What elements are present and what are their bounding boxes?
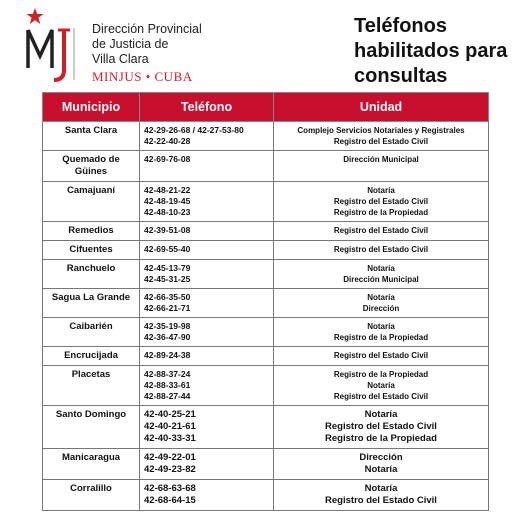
unidad-cell-line: Registro del Estado Civil <box>333 226 429 235</box>
municipio-cell-line: Cifuentes <box>69 244 113 255</box>
municipio-cell-line: Encrucijada <box>64 350 118 361</box>
unidad-cell-line: Notaría <box>364 464 398 475</box>
unidad-cell <box>274 480 489 511</box>
unidad-cell <box>274 318 489 347</box>
unidad-cell <box>274 449 489 480</box>
title-line-3: consultas <box>354 65 448 87</box>
telefono-cell-line: 42-48-10-23 <box>144 207 191 217</box>
page-title <box>354 14 524 89</box>
telefono-cell-line: 42-40-33-31 <box>144 433 196 444</box>
mj-monogram <box>28 30 52 68</box>
table-row <box>43 480 489 511</box>
telefono-cell-line: 42-22-40-28 <box>144 136 191 146</box>
municipio-cell <box>43 182 140 222</box>
telefono-cell-line: 42-48-21-22 <box>144 185 191 195</box>
org-line-3: Villa Clara <box>92 52 149 66</box>
unidad-cell <box>274 241 489 260</box>
org-line-2: de Justicia de <box>92 37 169 51</box>
table-header-row <box>43 93 489 122</box>
telefono-cell-line: 42-89-24-38 <box>144 350 191 360</box>
unidad-cell-line: Dirección <box>359 452 403 463</box>
telefono-cell <box>140 480 274 511</box>
table-row <box>43 260 489 289</box>
star-icon <box>27 8 44 24</box>
unidad-cell <box>274 151 489 182</box>
telefono-cell-line: 42-39-51-08 <box>144 225 191 235</box>
unidad-cell-line: Dirección <box>362 304 400 313</box>
telefono-cell-line: 42-69-55-40 <box>144 244 191 254</box>
unidad-cell-line: Registro de la Propiedad <box>333 333 429 342</box>
unidad-cell-line: Registro del Estado Civil <box>333 137 429 146</box>
col-header-telefono: Teléfono <box>140 93 274 122</box>
unidad-cell-line: Notaría <box>364 483 398 494</box>
telefono-cell-line: 42-66-21-71 <box>144 303 191 313</box>
municipio-cell <box>43 406 140 449</box>
unidad-cell <box>274 122 489 151</box>
telefono-cell-line: 42-49-22-01 <box>144 452 196 463</box>
municipio-cell <box>43 449 140 480</box>
unidad-cell-line: Registro del Estado Civil <box>333 351 429 360</box>
municipio-cell <box>43 241 140 260</box>
telefono-cell-line: 42-45-13-79 <box>144 263 191 273</box>
telefono-cell <box>140 241 274 260</box>
municipio-cell-line: Remedios <box>68 225 114 236</box>
unidad-cell-line: Registro de la Propiedad <box>333 370 429 379</box>
telefono-cell-line: 42-66-35-50 <box>144 292 191 302</box>
municipio-cell-line: Santa Clara <box>64 125 118 136</box>
table-row <box>43 222 489 241</box>
telefono-cell-line: 42-88-37-24 <box>144 369 191 379</box>
telefono-cell-line: 42-69-76-08 <box>144 154 191 164</box>
municipio-cell <box>43 318 140 347</box>
unidad-cell-line: Registro del Estado Civil <box>333 197 429 206</box>
telefono-cell-line: 42-88-33-61 <box>144 380 191 390</box>
municipio-cell <box>43 289 140 318</box>
unidad-cell <box>274 260 489 289</box>
telefono-cell-line: 42-68-63-68 <box>144 483 196 494</box>
telefono-cell <box>140 347 274 366</box>
municipio-cell-line: Santo Domingo <box>55 409 127 420</box>
telefono-cell <box>140 151 274 182</box>
unidad-cell-line: Registro del Estado Civil <box>333 245 429 254</box>
telefono-cell <box>140 122 274 151</box>
municipio-cell <box>43 222 140 241</box>
unidad-cell-line: Registro del Estado Civil <box>333 392 429 401</box>
unidad-cell <box>274 347 489 366</box>
municipio-cell <box>43 260 140 289</box>
telefono-cell <box>140 222 274 241</box>
municipio-cell-line: Placetas <box>71 369 111 380</box>
telefono-cell <box>140 449 274 480</box>
telefono-cell <box>140 318 274 347</box>
unidad-cell-line: Complejo Servicios Notariales y Registrales <box>297 126 465 135</box>
telefono-cell-line: 42-40-25-21 <box>144 409 196 420</box>
org-subtitle: MINJUS • CUBA <box>92 69 193 84</box>
table-row <box>43 182 489 222</box>
title-line-1: Teléfonos <box>354 15 447 37</box>
municipio-cell-line: Quemado de <box>62 154 120 165</box>
col-header-unidad: Unidad <box>274 93 489 122</box>
unidad-cell <box>274 182 489 222</box>
municipio-cell-line: Caibarién <box>69 321 113 332</box>
telefono-cell <box>140 182 274 222</box>
table-row <box>43 151 489 182</box>
unidad-cell-line: Registro de la Propiedad <box>333 208 429 217</box>
telefono-cell-line: 42-88-27-44 <box>144 391 191 401</box>
municipio-cell-line: Manicaragua <box>61 452 121 463</box>
unidad-cell-line: Notaría <box>364 409 398 420</box>
municipio-cell <box>43 480 140 511</box>
telefono-cell <box>140 260 274 289</box>
unidad-cell-line: Registro del Estado Civil <box>325 495 437 506</box>
municipio-cell <box>43 151 140 182</box>
telefono-cell-line: 42-40-21-61 <box>144 421 196 432</box>
unidad-cell <box>274 366 489 406</box>
unidad-cell-line: Notaría <box>367 186 395 195</box>
table-row <box>43 122 489 151</box>
table-row <box>43 318 489 347</box>
municipio-cell-line: Güines <box>74 166 108 177</box>
telefono-cell-line: 42-35-19-98 <box>144 321 191 331</box>
municipio-cell-line: Ranchuelo <box>66 263 116 274</box>
phone-directory-table <box>42 92 489 511</box>
telefono-cell-line: 42-29-26-68 / 42-27-53-80 <box>144 125 244 135</box>
telefono-cell-line: 42-36-47-90 <box>144 332 191 342</box>
unidad-cell-line: Notaría <box>367 322 395 331</box>
organization-name <box>92 22 202 85</box>
table-row <box>43 406 489 449</box>
telefono-cell-line: 42-68-64-15 <box>144 495 196 506</box>
unidad-cell-line: Notaría <box>367 264 395 273</box>
unidad-cell <box>274 289 489 318</box>
municipio-cell <box>43 366 140 406</box>
unidad-cell-line: Dirección Municipal <box>343 155 419 164</box>
table-row <box>43 449 489 480</box>
telefono-cell-line: 42-48-19-45 <box>144 196 191 206</box>
municipio-cell-line: Corralillo <box>70 483 112 494</box>
unidad-cell-line: Notaría <box>367 381 395 390</box>
municipio-cell <box>43 122 140 151</box>
unidad-cell-line: Registro de la Propiedad <box>325 433 437 444</box>
unidad-cell-line: Registro del Estado Civil <box>325 421 437 432</box>
org-line-1: Dirección Provincial <box>92 22 202 36</box>
table-row <box>43 347 489 366</box>
unidad-cell-line: Dirección Municipal <box>343 275 419 284</box>
telefono-cell-line: 42-49-23-82 <box>144 464 196 475</box>
title-line-2: habilitados para <box>354 40 508 62</box>
table-row <box>43 366 489 406</box>
table-row <box>43 289 489 318</box>
telefono-cell <box>140 406 274 449</box>
unidad-cell-line: Notaría <box>367 293 395 302</box>
table-row <box>43 241 489 260</box>
municipio-cell-line: Camajuaní <box>66 185 116 196</box>
minjus-logo <box>22 6 82 82</box>
municipio-cell <box>43 347 140 366</box>
telefono-cell <box>140 289 274 318</box>
unidad-cell <box>274 406 489 449</box>
unidad-cell <box>274 222 489 241</box>
municipio-cell-line: Sagua La Grande <box>51 292 131 303</box>
telefono-cell-line: 42-45-31-25 <box>144 274 191 284</box>
table-body <box>43 122 489 511</box>
telefono-cell <box>140 366 274 406</box>
col-header-municipio: Municipio <box>43 93 140 122</box>
